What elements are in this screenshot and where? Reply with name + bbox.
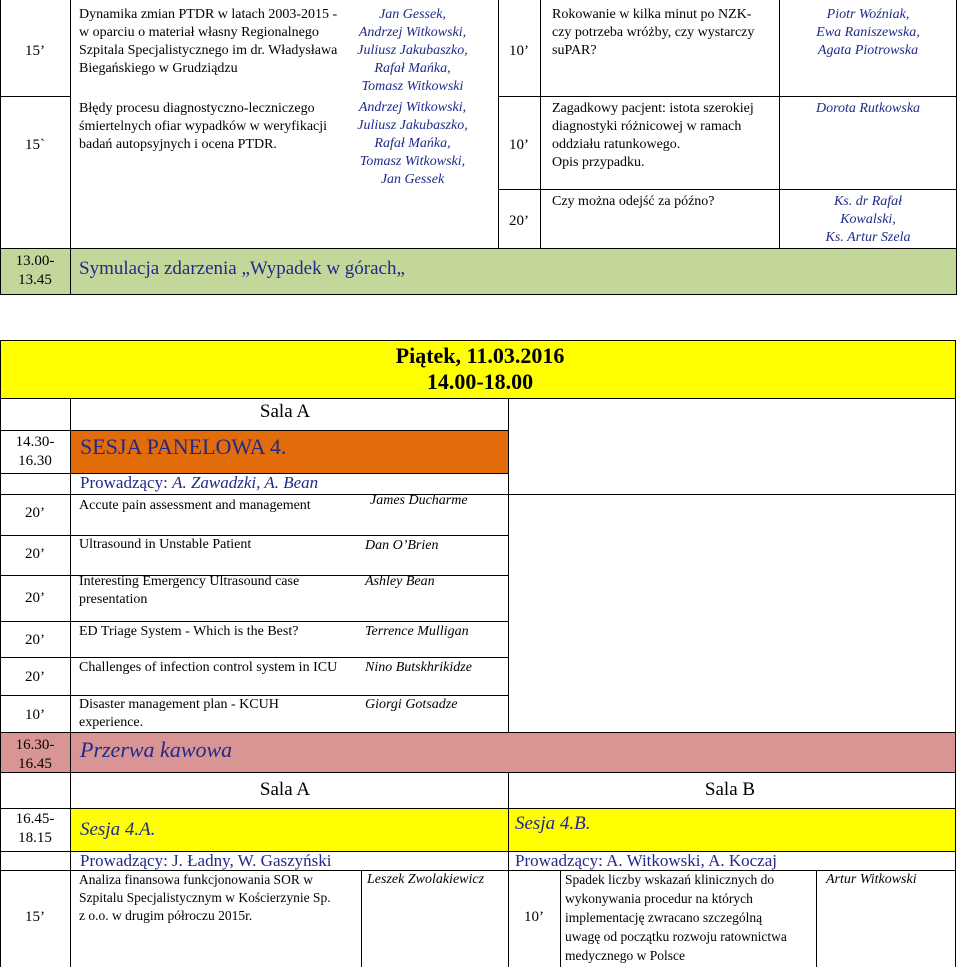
- break-time: 16.30- 16.45: [15, 737, 55, 772]
- talk-title: ED Triage System - Which is the Best?: [79, 624, 299, 639]
- row2-authors2: Dorota Rutkowska: [815, 101, 921, 116]
- talk-time: 20’: [25, 590, 45, 606]
- row3-title2: Czy można odejść za późno?: [552, 194, 715, 209]
- row1-title2: Rokowanie w kilka minut po NZK- czy potrzeba wróżby, czy wystarczy suPAR?: [552, 7, 755, 58]
- row1-time: 15’: [25, 43, 45, 59]
- session-4b-title: Sesja 4.B.: [515, 813, 591, 834]
- session-time: 14.30- 16.30: [15, 434, 55, 469]
- talk-title: Ultrasound in Unstable Patient: [79, 537, 252, 552]
- session2-time: 16.45- 18.15: [15, 811, 55, 846]
- room-label-b: Sala B: [704, 779, 756, 800]
- talk-time: 20’: [25, 546, 45, 562]
- talk-author: Nino Butskhrikidze: [365, 660, 472, 675]
- simulation-time: 13.00- 13.45: [15, 253, 55, 288]
- talk-time: 20’: [25, 505, 45, 521]
- row2-time2: 10’: [509, 137, 529, 153]
- session-moderators: Prowadzący: A. Zawadzki, A. Bean: [80, 473, 319, 492]
- talk-author: Terrence Mulligan: [365, 624, 469, 639]
- talk-author: Ashley Bean: [365, 574, 435, 589]
- day-time: 14.00-18.00: [426, 369, 534, 394]
- day-title: Piątek, 11.03.2016: [395, 343, 565, 368]
- talk-title: Disaster management plan - KCUH experience.: [79, 697, 279, 730]
- row2-authors: Andrzej Witkowski, Juliusz Jakubaszko, Rafał Mańka, Tomasz Witkowski, Jan Gessek: [357, 100, 468, 187]
- session-4a-moderators: Prowadzący: J. Ładny, W. Gaszyński: [80, 851, 332, 870]
- friday-schedule-table: [0, 340, 960, 967]
- talk-a-author: Leszek Zwolakiewicz: [367, 872, 485, 887]
- session-title: SESJA PANELOWA 4.: [80, 434, 287, 459]
- room-label-a: Sala A: [259, 401, 311, 422]
- session2-header: [70, 808, 956, 852]
- row1-authors: Jan Gessek, Andrzej Witkowski, Juliusz Jakubaszko, Rafał Mańka, Tomasz Witkowski: [357, 7, 468, 94]
- row3-time2: 20’: [509, 213, 529, 229]
- row1-time2: 10’: [509, 43, 529, 59]
- row1-title: Dynamika zmian PTDR w latach 2003-2015 - w oparciu o materiał własny Regionalnego Szpitala Specjalistycznego im dr. Władysława Biegańskiego w Grudziądzu: [79, 7, 338, 76]
- talk-author: Dan O’Brien: [365, 538, 439, 553]
- talk-title: Challenges of infection control system in ICU: [79, 660, 338, 675]
- session-4b-moderators: Prowadzący: A. Witkowski, A. Koczaj: [515, 851, 777, 870]
- row2-title: Błędy procesu diagnostyczno-leczniczego śmiertelnych ofiar wypadków w weryfikacji badań autopsyjnych i ocena PTDR.: [79, 101, 328, 152]
- room-label-a2: Sala A: [259, 779, 311, 800]
- talk-b-time: 10’: [524, 909, 544, 925]
- row2-title2: Zagadkowy pacjent: istota szerokiej diagnostyki różnicowej w ramach oddziału ratunkowego. Opis przypadku.: [552, 101, 754, 170]
- simulation-title: Symulacja zdarzenia „Wypadek w górach„: [79, 258, 405, 279]
- talk-a-title: Analiza finansowa funkcjonowania SOR w Szpitalu Specjalistycznym w Kościerzynie Sp. z o.o. w drugim półroczu 2015r.: [79, 872, 331, 923]
- row1-authors2: Piotr Woźniak, Ewa Raniszewska, Agata Piotrowska: [816, 7, 920, 58]
- top-schedule-table: [0, 0, 960, 295]
- talk-a-time: 15’: [25, 909, 45, 925]
- talk-b-author: Artur Witkowski: [826, 872, 917, 887]
- talk-author: Giorgi Gotsadze: [365, 697, 458, 712]
- talk-title: Accute pain assessment and management: [79, 498, 311, 513]
- break-title: Przerwa kawowa: [80, 737, 233, 762]
- talk-time: 20’: [25, 669, 45, 685]
- row3-authors2: Ks. dr Rafał Kowalski, Ks. Artur Szela: [825, 194, 911, 245]
- session-4a-title: Sesja 4.A.: [80, 819, 156, 840]
- row2-time: 15`: [25, 137, 45, 153]
- talk-title: Interesting Emergency Ultrasound case presentation: [79, 574, 300, 607]
- talk-author: James Ducharme: [370, 493, 468, 508]
- talk-time: 10’: [25, 707, 45, 723]
- talk-b-title: Spadek liczby wskazań klinicznych do wykonywania procedur na których implementację zwracano szczególną uwagę od początku rozwoju ratownictwa medycznego w Polsce: [565, 872, 787, 963]
- talk-time: 20’: [25, 632, 45, 648]
